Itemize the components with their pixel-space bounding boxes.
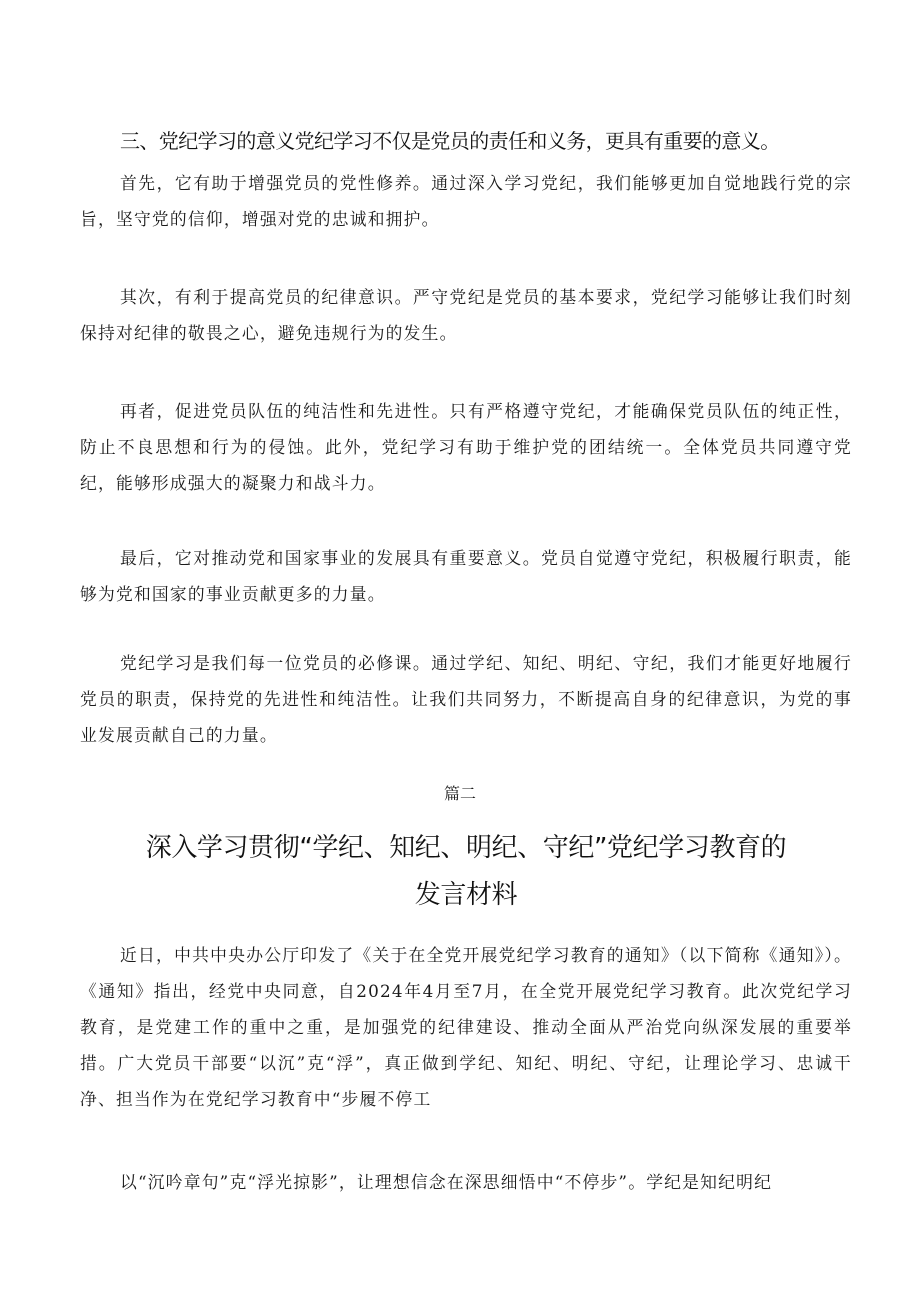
document-title (80, 825, 852, 919)
paragraph-second: 其次，有利于提高党员的纪律意识。严守党纪是党员的基本要求，党纪学习能够让我们时刻保持对纪律的敬畏之心，避免违规行为的发生。 (80, 287, 852, 343)
paragraph-conclusion: 党纪学习是我们每一位党员的必修课。通过学纪、知纪、明纪、守纪，我们才能更好地履行党员的职责，保持党的先进性和纯洁性。让我们共同努力，不断提高自身的纪律意识，为党的事业发展贡献自己的力量。 (80, 653, 852, 745)
paragraph-first: 首先，它有助于增强党员的党性修养。通过深入学习党纪，我们能够更加自觉地践行党的宗旨，坚守党的信仰，增强对党的忠诚和拥护。 (80, 173, 852, 229)
paragraph-intro: 近日，中共中央办公厅印发了《关于在全党开展党纪学习教育的通知》（以下简称《通知》）。《通知》指出，经党中央同意，自2024年4月至7月，在全党开展党纪学习教育。此次党纪学习教育，是党建工作的重中之重，是加强党的纪律建设、推动全面从严治党向纵深发展的重要举措。广大党员干部要“以沉”克“浮”，真正做到学纪、知纪、明纪、守纪，让理论学习、忠诚干净、担当作为在党纪学习教育中“步履不停工 (80, 945, 852, 1109)
section-three-heading: 三、党纪学习的意义党纪学习不仅是党员的责任和义务，更具有重要的意义。 (120, 129, 780, 153)
document-title-line-1: 深入学习贯彻“学纪、知纪、明纪、守纪”党纪学习教育的 (145, 833, 787, 863)
paragraph-fourth: 最后，它对推动党和国家事业的发展具有重要意义。党员自觉遵守党纪，积极履行职责，能够为党和国家的事业贡献更多的力量。 (80, 548, 852, 604)
paragraph-third: 再者，促进党员队伍的纯洁性和先进性。只有严格遵守党纪，才能确保党员队伍的纯正性，防止不良思想和行为的侵蚀。此外，党纪学习有助于维护党的团结统一。全体党员共同遵守党纪，能够形成强大的凝聚力和战斗力。 (80, 401, 852, 493)
paragraph-continued: 以“沉吟章句”克“浮光掠影”，让理想信念在深思细悟中“不停步”。学纪是知纪明纪 (120, 1172, 773, 1192)
section-label: 篇二 (443, 784, 476, 803)
document-title-line-2: 发言材料 (414, 880, 518, 910)
